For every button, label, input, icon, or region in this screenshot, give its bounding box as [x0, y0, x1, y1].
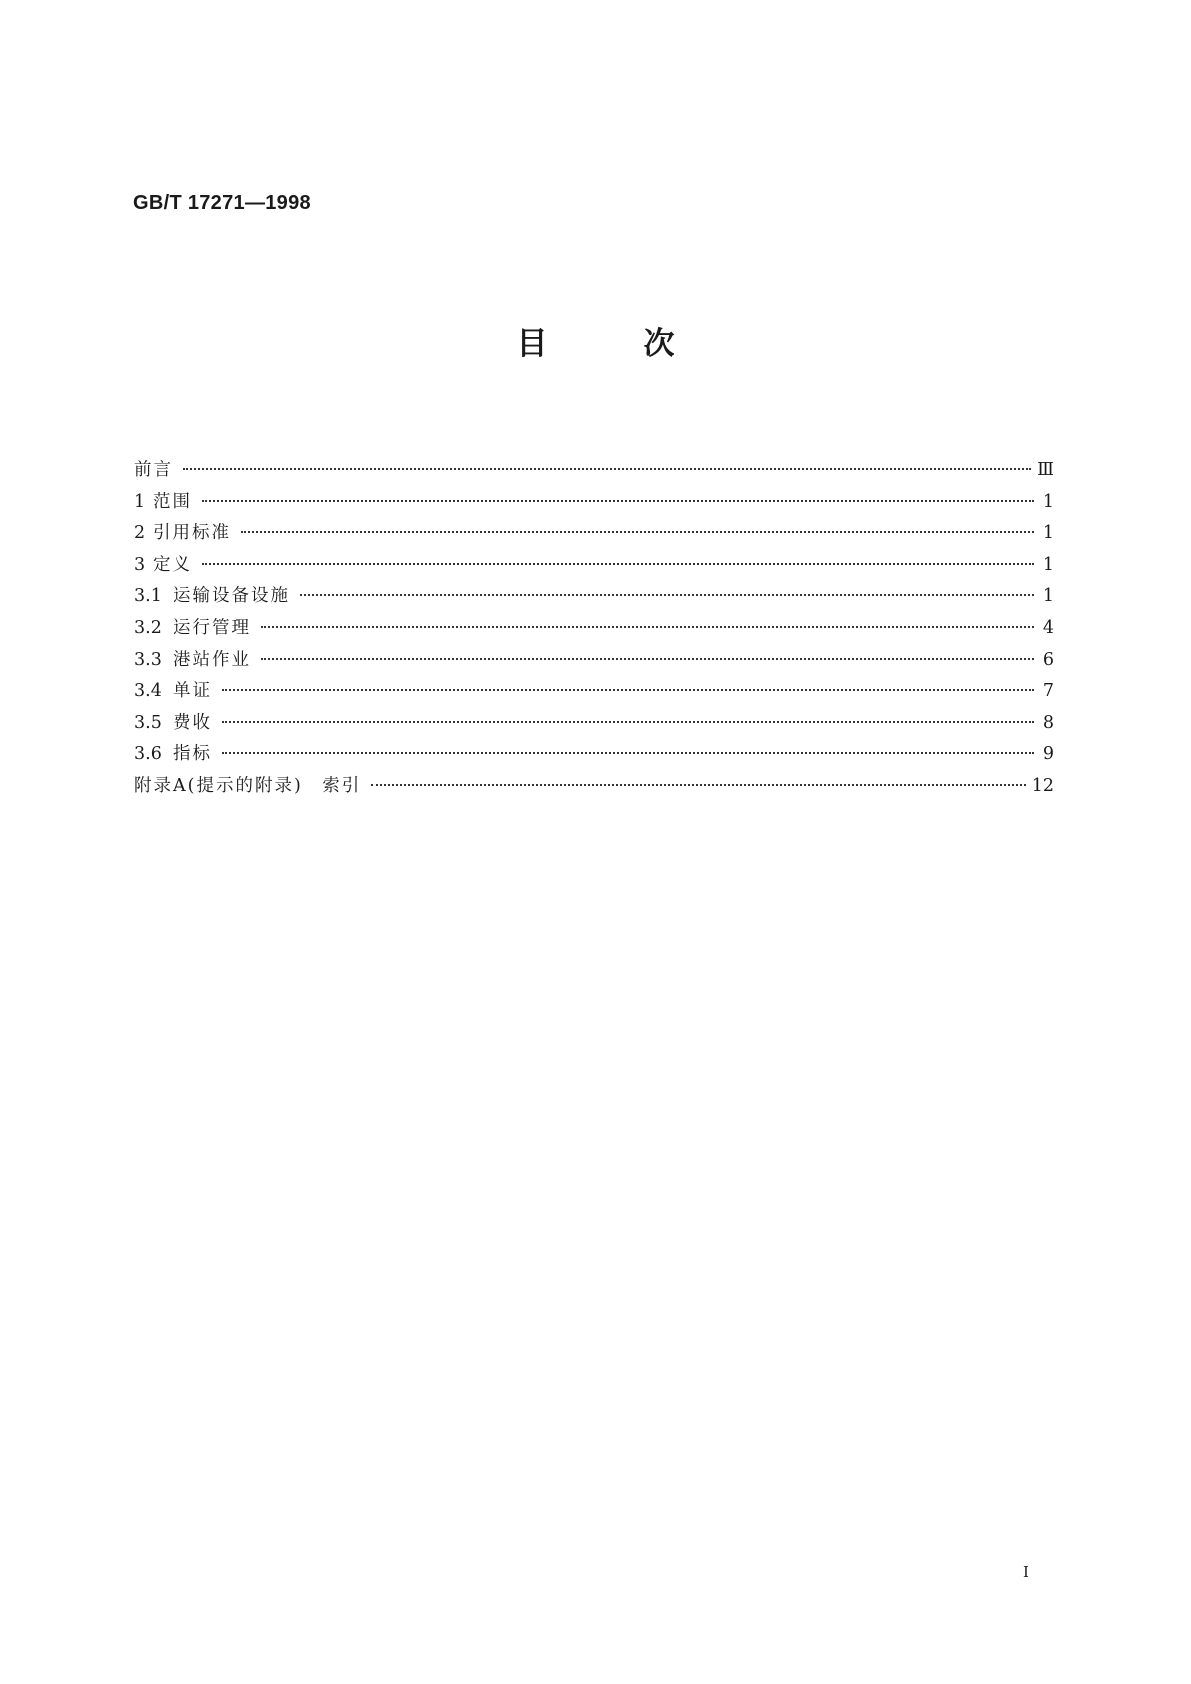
toc-entry-number: 3.5 [134, 712, 162, 733]
toc-entry-label: 前言 [134, 460, 173, 480]
toc-leader-dots [261, 626, 1034, 628]
toc-leader-dots [202, 563, 1034, 565]
toc-entry-label: 指标 [173, 744, 212, 765]
toc-leader-dots [222, 689, 1034, 691]
toc-entry-number: 1 [134, 491, 146, 512]
toc-leader-dots [261, 658, 1034, 660]
toc-leader-dots [300, 594, 1034, 596]
toc-entry-number: 3 [134, 554, 146, 575]
toc-entry-port-station-operations[interactable] [134, 646, 1054, 678]
table-of-contents [134, 456, 1054, 804]
toc-entry-number: 3.1 [134, 586, 162, 607]
toc-entry-label: 范围 [153, 491, 192, 512]
page-title: 目次 [516, 326, 771, 362]
toc-entry-label: 引用标准 [153, 523, 231, 544]
toc-leader-dots [371, 784, 1025, 786]
toc-entry-foreword[interactable] [134, 456, 1054, 488]
page-number: I [1023, 1563, 1029, 1581]
toc-entry-charges[interactable] [134, 709, 1054, 741]
toc-entry-indicators[interactable] [134, 740, 1054, 772]
toc-leader-dots [183, 468, 1031, 470]
toc-entry-operation-management[interactable] [134, 614, 1054, 646]
toc-entry-label: 运行管理 [173, 617, 251, 638]
toc-entry-page: 6 [1042, 649, 1054, 670]
toc-leader-dots [222, 721, 1034, 723]
toc-entry-page: 1 [1042, 491, 1054, 512]
toc-entry-number: 3.2 [134, 617, 162, 638]
toc-entry-label: 港站作业 [173, 649, 251, 670]
toc-entry-scope[interactable] [134, 488, 1054, 520]
toc-entry-number: 2 [134, 523, 146, 544]
toc-entry-page: 1 [1042, 554, 1054, 575]
toc-entry-label: 附录A(提示的附录) 索引 [134, 775, 362, 796]
toc-leader-dots [222, 752, 1034, 754]
toc-entry-appendix-a-index[interactable] [134, 772, 1054, 804]
toc-entry-page: 8 [1042, 712, 1054, 733]
toc-entry-number: 3.3 [134, 649, 162, 670]
toc-entry-definitions[interactable] [134, 551, 1054, 583]
toc-entry-page: 9 [1042, 744, 1054, 765]
toc-entry-documents[interactable] [134, 677, 1054, 709]
toc-entry-label: 定义 [153, 554, 192, 575]
toc-entry-label: 费收 [173, 712, 212, 733]
standard-code: GB/T 17271—1998 [133, 192, 311, 214]
toc-leader-dots [241, 531, 1034, 533]
toc-entry-transport-equipment[interactable] [134, 582, 1054, 614]
toc-entry-page: 12 [1031, 775, 1054, 796]
toc-entry-label: 单证 [173, 681, 212, 702]
toc-entry-number: 3.4 [134, 681, 162, 702]
toc-entry-page: Ⅲ [1037, 460, 1054, 480]
toc-entry-page: 1 [1042, 586, 1054, 607]
toc-leader-dots [202, 500, 1034, 502]
toc-entry-number: 3.6 [134, 744, 162, 765]
toc-entry-page: 7 [1042, 681, 1054, 702]
toc-entry-label: 运输设备设施 [173, 586, 290, 607]
toc-entry-page: 1 [1042, 523, 1054, 544]
toc-entry-page: 4 [1042, 617, 1054, 638]
toc-entry-normative-references[interactable] [134, 519, 1054, 551]
